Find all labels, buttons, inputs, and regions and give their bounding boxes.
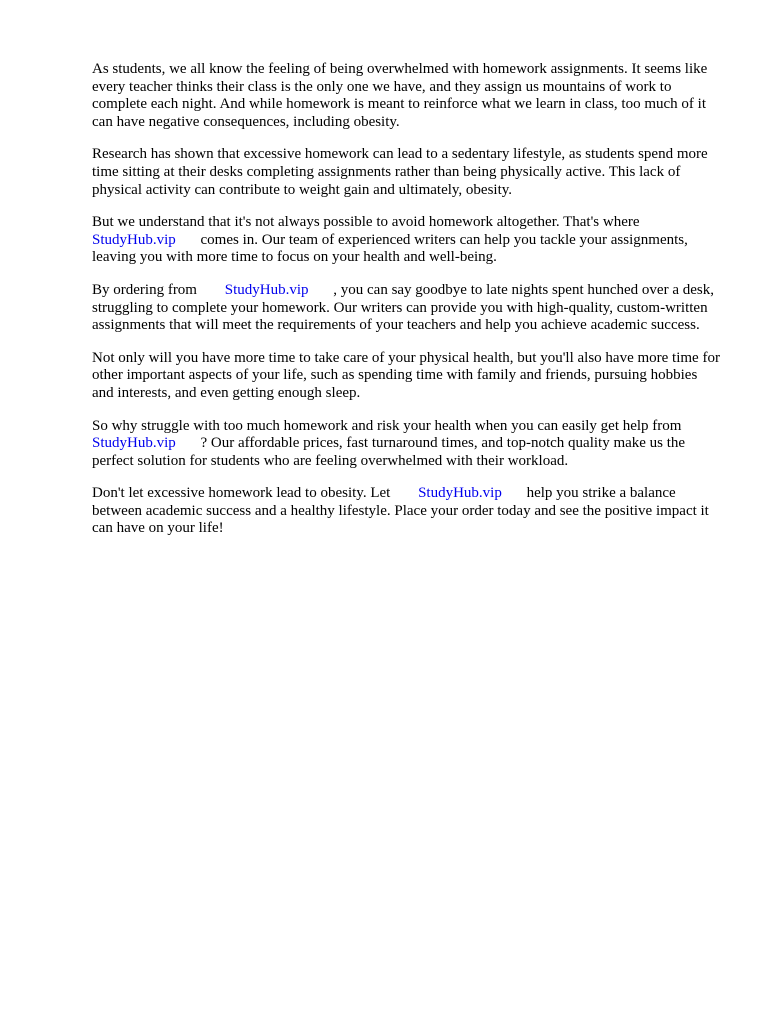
paragraph-text: But we understand that it's not always possible to avoid homework altogether. That's where	[92, 214, 640, 231]
paragraph-intro	[92, 61, 720, 131]
paragraph-text: comes in. Our team of experienced writers can help you tackle your assignments, leaving you with more time to focus on your health and well-being.	[92, 231, 688, 266]
paragraph-ordering	[92, 282, 720, 335]
paragraph-text: So why struggle with too much homework and risk your health when you can easily get help from	[92, 417, 682, 434]
paragraph-why-struggle	[92, 418, 720, 471]
paragraph-text: help you strike a balance between academic success and a healthy lifestyle. Place your order today and see the positive impact it can have on your life!	[92, 485, 709, 537]
studyhub-link[interactable]: StudyHub.vip	[418, 485, 502, 502]
paragraph-benefits	[92, 350, 720, 403]
paragraph-text: , you can say goodbye to late nights spent hunched over a desk, struggling to complete your homework. Our writers can provide you with high-quality, custom-written assignments that will meet the requirements of your teachers and help you achieve academic success.	[92, 281, 714, 334]
paragraph-text: Research has shown that excessive homework can lead to a sedentary lifestyle, as students spend more time sitting at their desks completing assignments rather than being physically active. This lack of physical activity can contribute to weight gain and ultimately, obesity.	[92, 146, 708, 198]
studyhub-link[interactable]: StudyHub.vip	[92, 231, 176, 248]
studyhub-link[interactable]: StudyHub.vip	[224, 281, 309, 298]
paragraph-studyhub-intro	[92, 214, 720, 267]
paragraph-text: By ordering from	[92, 281, 201, 298]
paragraph-text: Don't let excessive homework lead to obesity. Let	[92, 485, 395, 502]
paragraph-research	[92, 146, 720, 199]
paragraph-text: Not only will you have more time to take care of your physical health, but you'll also have more time for other important aspects of your life, such as spending time with family and friends, pursuing hobbies and interests, and even getting enough sleep.	[92, 349, 720, 401]
paragraph-text: As students, we all know the feeling of being overwhelmed with homework assignments. It seems like every teacher thinks their class is the only one we have, and they assign us mountains of work to complete each night. And while homework is meant to reinforce what we learn in class, too much of it can have negative consequences, including obesity.	[92, 61, 708, 130]
studyhub-link[interactable]: StudyHub.vip	[92, 435, 176, 452]
paragraph-closing	[92, 485, 720, 538]
paragraph-text: ? Our affordable prices, fast turnaround times, and top-notch quality make us the perfect solution for students who are feeling overwhelmed with their workload.	[92, 435, 686, 469]
